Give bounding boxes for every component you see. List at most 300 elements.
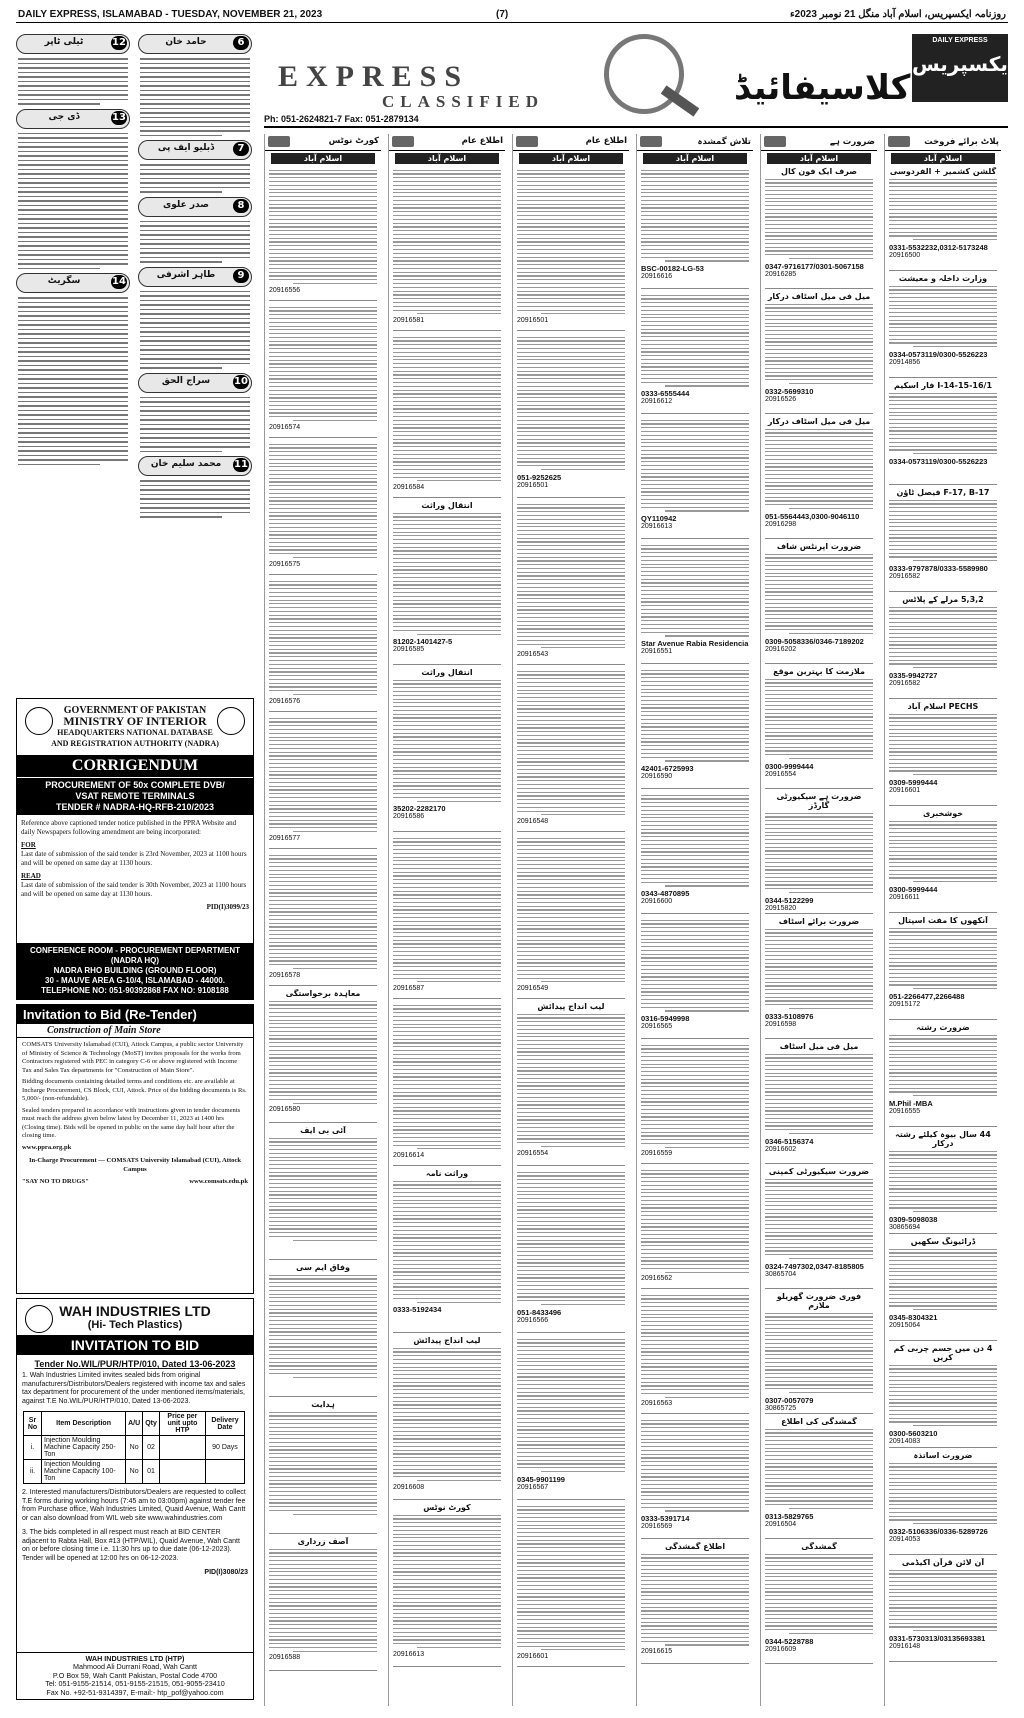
text-line <box>393 374 501 375</box>
entry-code-row <box>517 1484 625 1491</box>
text-line <box>889 220 997 221</box>
text-line <box>517 716 625 717</box>
text-line <box>641 1052 749 1053</box>
text-line <box>393 477 501 478</box>
text-line <box>393 1586 501 1587</box>
text-line <box>665 1272 749 1273</box>
text-line <box>517 792 625 793</box>
text-line <box>889 1592 997 1593</box>
text-line <box>889 1200 997 1201</box>
text-line <box>641 1079 749 1080</box>
text-line <box>765 1194 873 1195</box>
text-line <box>889 1279 997 1280</box>
text-line <box>641 851 749 852</box>
text-line <box>393 219 501 220</box>
text-line <box>269 1138 377 1139</box>
text-line <box>517 1104 625 1105</box>
text-line <box>393 1065 501 1066</box>
text-line <box>517 371 625 372</box>
text-line <box>269 337 377 338</box>
text-line <box>765 569 873 570</box>
text-line <box>269 1069 377 1070</box>
classified-entry <box>765 1167 873 1289</box>
entry-code-row <box>641 1400 749 1407</box>
text-line <box>765 1179 873 1180</box>
text-line <box>765 974 873 975</box>
text-line <box>393 778 501 779</box>
text-line <box>417 1302 501 1303</box>
text-line <box>765 205 873 206</box>
text-line <box>641 1094 749 1095</box>
text-line <box>269 600 377 601</box>
text-line <box>641 969 749 970</box>
text-line <box>517 959 625 960</box>
classified-entry <box>517 1503 625 1667</box>
text-line <box>417 981 501 982</box>
text-line <box>641 1329 749 1330</box>
text-line <box>393 367 501 368</box>
text-line <box>641 382 749 383</box>
text-line <box>269 527 377 528</box>
text-line <box>541 1649 625 1650</box>
text-line <box>517 864 625 865</box>
text-line <box>889 320 997 321</box>
text-line <box>269 934 377 935</box>
entry-heading: ضرورت ہے سیکیورٹی گارڈز <box>776 792 862 810</box>
text-line <box>517 628 625 629</box>
column-heading <box>885 134 1001 151</box>
classified-entry <box>517 835 625 999</box>
text-line <box>269 307 377 308</box>
entry-code-row <box>641 773 749 780</box>
classified-entry <box>765 1542 873 1664</box>
text-line <box>269 584 377 585</box>
text-line <box>393 970 501 971</box>
text-line <box>393 382 501 383</box>
entry-code-row <box>517 818 625 825</box>
text-line <box>393 845 501 846</box>
text-line <box>517 1251 625 1252</box>
text-line <box>641 1393 749 1394</box>
text-line <box>393 554 501 555</box>
text-line <box>765 1485 873 1486</box>
text-line <box>393 1215 501 1216</box>
entry-phone: 0316-5949998 <box>641 1014 690 1024</box>
text-line <box>765 1388 873 1389</box>
text-line <box>269 919 377 920</box>
text-line <box>517 606 625 607</box>
express-logo <box>912 34 1015 102</box>
text-line <box>393 1620 501 1621</box>
text-line <box>517 420 625 421</box>
text-line <box>517 1566 625 1567</box>
text-line <box>517 1040 625 1041</box>
text-line <box>889 286 997 287</box>
text-line <box>517 1358 625 1359</box>
news-title: ڈبلیو ایف پی <box>157 143 215 153</box>
text-line <box>889 928 997 929</box>
text-line <box>269 1023 377 1024</box>
text-line <box>889 717 997 718</box>
text-line <box>889 1154 997 1155</box>
text-line <box>269 686 377 687</box>
text-line <box>393 1461 501 1462</box>
text-line <box>641 726 749 727</box>
text-line <box>889 874 997 875</box>
text-line <box>641 1576 749 1577</box>
text-line <box>517 1426 625 1427</box>
table-row <box>24 1460 245 1484</box>
text-line <box>517 765 625 766</box>
text-line <box>517 1611 625 1612</box>
text-line <box>269 1568 377 1569</box>
text-line <box>641 670 749 671</box>
text-line <box>269 1369 377 1370</box>
text-line <box>269 409 377 410</box>
text-line <box>517 746 625 747</box>
text-line <box>269 904 377 905</box>
text-line <box>765 1332 873 1333</box>
text-line <box>393 1129 501 1130</box>
text-line <box>765 720 873 721</box>
text-line <box>889 1188 997 1189</box>
text-line <box>393 917 501 918</box>
text-line <box>517 776 625 777</box>
text-line <box>269 455 377 456</box>
text-line <box>889 423 997 424</box>
text-line <box>393 1427 501 1428</box>
text-line <box>269 245 377 246</box>
comsats-website[interactable]: www.comsats.edu.pk <box>189 1178 248 1185</box>
text-line <box>393 348 501 349</box>
text-line <box>889 626 997 627</box>
classified-entry <box>517 501 625 665</box>
text-line <box>269 504 377 505</box>
text-line <box>269 1316 377 1317</box>
text-line <box>641 859 749 860</box>
text-line <box>269 1335 377 1336</box>
text-line <box>641 821 749 822</box>
text-line <box>889 744 997 745</box>
text-line <box>641 1192 749 1193</box>
text-line <box>889 663 997 664</box>
text-line <box>269 942 377 943</box>
text-line <box>269 1602 377 1603</box>
ppra-link[interactable]: www.ppra.org.pk <box>22 1143 72 1151</box>
text-line <box>269 519 377 520</box>
text-line <box>765 1335 873 1336</box>
text-line <box>393 1234 501 1235</box>
text-line <box>269 1632 377 1633</box>
text-line <box>889 763 997 764</box>
ad-code: 20916608 <box>393 1483 425 1491</box>
text-line <box>269 219 377 220</box>
wah-footer-5: Fax No. +92-51-9314397, E-mail:- htp_pof@yahoo.com <box>46 1687 224 1697</box>
text-line <box>393 959 501 960</box>
col-au: A/U <box>126 1412 143 1436</box>
text-line <box>517 1067 625 1068</box>
text-line <box>765 862 873 863</box>
text-line <box>517 1108 625 1109</box>
text-line <box>641 1056 749 1057</box>
classified-entry <box>393 668 501 832</box>
entry-heading: ڈرائیونگ سکھیں <box>910 1237 976 1246</box>
text-line <box>269 211 377 212</box>
newspaper-page <box>16 8 1015 1708</box>
text-line <box>269 279 377 280</box>
entry-phone: 0309-5098038 <box>889 1214 938 1224</box>
text-line <box>393 841 501 842</box>
text-line <box>393 378 501 379</box>
text-line <box>517 1361 625 1362</box>
text-line <box>889 415 997 416</box>
text-line <box>269 812 377 813</box>
classified-entry <box>641 1292 749 1414</box>
text-line <box>393 207 501 208</box>
text-line <box>641 681 749 682</box>
text-line <box>889 400 997 401</box>
classified-entry <box>889 381 997 485</box>
text-line <box>889 179 997 180</box>
text-line <box>765 591 873 592</box>
text-line <box>517 735 625 736</box>
text-line <box>393 1374 501 1375</box>
text-line <box>517 591 625 592</box>
text-line <box>641 976 749 977</box>
text-line <box>269 1228 377 1229</box>
text-line <box>269 1061 377 1062</box>
comsats-body <box>17 1038 253 1190</box>
text-line <box>641 1484 749 1485</box>
column-title: پلاٹ برائے فروخت <box>924 137 999 147</box>
text-line <box>889 656 997 657</box>
text-line <box>765 1216 873 1217</box>
text-line <box>641 1603 749 1604</box>
text-line <box>765 1504 873 1505</box>
text-line <box>393 928 501 929</box>
text-line <box>393 294 501 295</box>
text-line <box>641 711 749 712</box>
text-line <box>641 1633 749 1634</box>
text-line <box>641 696 749 697</box>
text-line <box>765 1557 873 1558</box>
text-line <box>641 1348 749 1349</box>
text-line <box>889 1500 997 1501</box>
text-line <box>269 1605 377 1606</box>
entry-code-row <box>641 273 749 280</box>
text-line <box>641 1610 749 1611</box>
text-line <box>889 1050 997 1051</box>
text-line <box>393 710 501 711</box>
text-line <box>641 1344 749 1345</box>
text-line <box>393 287 501 288</box>
entry-heading: 5,3,2 مرلے کے پلاٹس <box>902 595 984 604</box>
text-line <box>765 1565 873 1566</box>
text-line <box>517 1388 625 1389</box>
text-line <box>517 1063 625 1064</box>
text-line <box>765 1466 873 1467</box>
text-line <box>641 704 749 705</box>
text-line <box>765 364 873 365</box>
entry-phone: QY110942 <box>641 514 677 524</box>
text-line <box>517 1429 625 1430</box>
text-line <box>517 279 625 280</box>
text-line <box>393 275 501 276</box>
text-line <box>393 1564 501 1565</box>
text-line <box>393 386 501 387</box>
text-line <box>641 601 749 602</box>
text-line <box>393 562 501 563</box>
text-line <box>517 1183 625 1184</box>
text-line <box>269 1038 377 1039</box>
text-line <box>765 1232 873 1233</box>
text-line <box>517 1221 625 1222</box>
text-line <box>393 1073 501 1074</box>
text-line <box>765 993 873 994</box>
text-line <box>641 1317 749 1318</box>
text-line <box>913 1425 997 1426</box>
wah-tender-number: Tender No.WIL/PUR/HTP/010, Dated 13-06-2023 <box>34 1359 236 1369</box>
classified-entry <box>889 702 997 806</box>
text-line <box>517 742 625 743</box>
text-line <box>641 1128 749 1129</box>
text-line <box>393 729 501 730</box>
text-line <box>269 1035 377 1036</box>
text-line <box>517 568 625 569</box>
text-line <box>889 644 997 645</box>
body-read: Last date of submission of the said tender is 30th November, 2023 at 1100 hours and will be opened on same day at 1130 hours. <box>21 881 247 898</box>
text-line <box>269 626 377 627</box>
text-line <box>641 927 749 928</box>
text-line <box>393 1609 501 1610</box>
text-line <box>517 682 625 683</box>
text-line <box>393 1401 501 1402</box>
text-line <box>889 958 997 959</box>
text-line <box>889 1623 997 1624</box>
entry-code-row <box>641 1023 749 1030</box>
wah-pid: PID(I)3080/23 <box>204 1569 248 1576</box>
text-line <box>517 1342 625 1343</box>
text-line <box>765 625 873 626</box>
text-line <box>517 807 625 808</box>
text-line <box>641 488 749 489</box>
text-line <box>889 858 997 859</box>
text-line <box>517 272 625 273</box>
text-line <box>393 352 501 353</box>
header-left: DAILY EXPRESS, ISLAMABAD - TUESDAY, NOVEMBER 21, 2023 <box>18 9 323 20</box>
text-line <box>889 759 997 760</box>
entry-code-row <box>393 1152 501 1159</box>
text-line <box>665 260 749 261</box>
text-line <box>517 1191 625 1192</box>
text-line <box>889 342 997 343</box>
classified-entry <box>765 667 873 789</box>
text-line <box>393 371 501 372</box>
text-line <box>517 803 625 804</box>
government-emblem-icon <box>25 707 53 735</box>
text-line <box>517 724 625 725</box>
text-line <box>393 177 501 178</box>
text-line <box>393 706 501 707</box>
text-line <box>765 565 873 566</box>
text-line <box>269 412 377 413</box>
text-line <box>517 1392 625 1393</box>
classified-entry <box>393 1169 501 1333</box>
text-line <box>269 1457 377 1458</box>
text-line <box>517 446 625 447</box>
text-line <box>517 1194 625 1195</box>
text-line <box>641 1351 749 1352</box>
text-line <box>517 708 625 709</box>
text-line <box>269 1480 377 1481</box>
classified-entry <box>889 595 997 699</box>
text-line <box>393 454 501 455</box>
text-line <box>641 1090 749 1091</box>
text-line <box>269 314 377 315</box>
text-line <box>517 1097 625 1098</box>
text-line <box>889 430 997 431</box>
text-line <box>393 978 501 979</box>
text-line <box>269 1423 377 1424</box>
text-line <box>393 573 501 574</box>
text-line <box>641 476 749 477</box>
text-line <box>269 192 377 193</box>
text-line <box>765 330 873 331</box>
text-line <box>889 1196 997 1197</box>
text-line <box>765 1377 873 1378</box>
text-line <box>641 1588 749 1589</box>
entry-code-row <box>765 1405 873 1412</box>
text-line <box>641 1211 749 1212</box>
text-line <box>517 268 625 269</box>
text-line <box>517 1577 625 1578</box>
text-line <box>517 431 625 432</box>
text-line <box>541 1304 625 1305</box>
text-line <box>393 1579 501 1580</box>
text-line <box>517 1433 625 1434</box>
text-line <box>889 1611 997 1612</box>
text-line <box>517 1277 625 1278</box>
text-line <box>765 1482 873 1483</box>
text-line <box>269 177 377 178</box>
text-line <box>517 727 625 728</box>
text-line <box>269 268 377 269</box>
text-line <box>889 519 997 520</box>
text-line <box>765 1324 873 1325</box>
text-line <box>393 797 501 798</box>
text-line <box>393 868 501 869</box>
text-line <box>889 1493 997 1494</box>
text-line <box>393 1024 501 1025</box>
ad-code: 20916614 <box>393 1152 425 1160</box>
text-line <box>393 1393 501 1394</box>
text-line <box>393 1594 501 1595</box>
text-line <box>641 753 749 754</box>
text-line <box>641 230 749 231</box>
comsats-subtitle: Construction of Main Store <box>17 1024 253 1038</box>
wah-subtitle: (Hi- Tech Plastics) <box>87 1319 183 1331</box>
text-line <box>517 545 625 546</box>
text-line <box>393 1008 501 1009</box>
classified-entry <box>269 1537 377 1671</box>
entry-heading: گمشدگی <box>801 1542 837 1551</box>
text-line <box>517 951 625 952</box>
text-line <box>393 473 501 474</box>
text-line <box>641 1230 749 1231</box>
text-line <box>765 1103 873 1104</box>
entry-code-row <box>269 972 377 979</box>
column-heading <box>513 134 629 151</box>
